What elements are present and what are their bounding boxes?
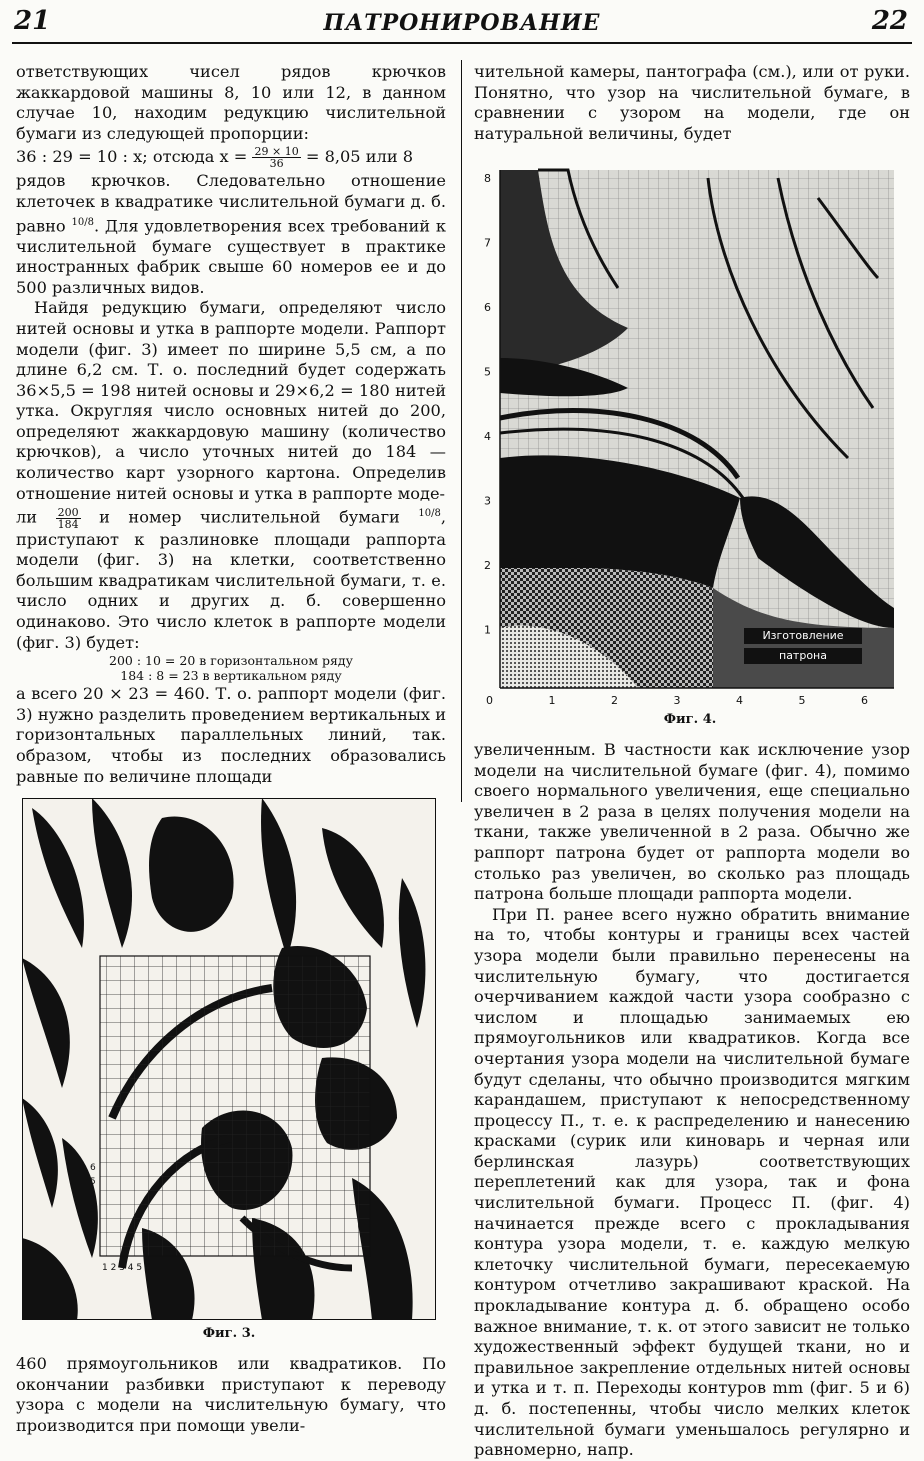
fig4-y-tick: 4 xyxy=(484,430,491,443)
paragraph: а всего 20 × 23 = 460. Т. о. раппорт модели (фиг. 3) нужно разделить проведением вертикальных и горизонтальных параллельных линий, так. образом, чтобы из последних образовались равные по величине площади xyxy=(16,684,446,786)
column-divider xyxy=(461,60,462,802)
page-number-left: 21 xyxy=(14,6,51,36)
page-header xyxy=(0,0,924,42)
paragraph: При П. ранее всего нужно обратить внимание на то, чтобы контуры и границы всех частей узора модели были правильно перенесены на числительную бумагу, что достигается очерчиванием каждой части узора сообразно с числом и площадью занимаемых ею прямоугольников или квадратиков. Когда все очертания узора модели на числительной бумаге будут сделаны, что обычно производится мягким карандашем, приступают к непосредственному процессу П., т. е. к распределению и нанесению красками (сурик или киноварь и черная или берлинская лазурь) соответствующих переплетений как для узора, так и фона числительной бумаги. Процесс П. (фиг. 4) начинается прежде всего с прокладывания контура узора модели, т. е. каждую мелкую клеточку числительной бумаги, пересекаемую контуром отчетливо закрашивают краской. На прокладывание контура д. б. обращено особо важное внимание, т. к. от этого зависит не только художественный эффект будущей ткани, но и правильное закрепление отдельных нитей основы и утка и т. п. Переходы контуров mm (фиг. 5 и 6) д. б. постепенны, чтобы число мелких клеток числительной бумаги уменьшалось регулярно и равномерно, напр. xyxy=(474,904,910,1460)
paragraph: ли $\frac{200}{184}$ и номер числительной бумаги $^{10/8}$, приступают к разлиновке площади раппорта модели (фиг. 3) на клетки, соответственно большим квадратикам числительной бумаги, т. е. число одних и других д. б. совершенно одинаково. Это число клеток в раппорте модели (фиг. 3) будет: xyxy=(16,505,446,652)
fig4-y-tick: 5 xyxy=(484,365,491,379)
left-column-text xyxy=(16,62,446,787)
equation-part: 36 : 29 = 10 : x; отсюда x = xyxy=(16,147,248,167)
fig4-x-tick: 3 xyxy=(673,694,681,707)
fig4-x-tick: 4 xyxy=(736,694,743,707)
right-column-text xyxy=(474,740,910,1461)
fraction: $\frac{200}{184}$ xyxy=(57,505,79,531)
fig3-y-tick: 4 xyxy=(90,1191,96,1201)
fig4-x-tick: 0 xyxy=(486,694,493,707)
equation-fraction: $\frac{29 \times 10}{36}$ xyxy=(254,145,299,171)
paragraph: чительной камеры, пантографа (см.), или от руки. Понятно, что узор на числительной бумаге, в сравнении с узором на модели, где он натуральной величины, будет xyxy=(474,62,910,143)
fraction: 10/8 xyxy=(71,216,94,228)
fig3-x-ticks: 1 2 3 4 5 6 xyxy=(102,1263,151,1273)
fig3-y-tick: 2 xyxy=(90,1219,96,1229)
figure-4-caption: Фиг. 4. xyxy=(663,712,717,727)
fig4-x-tick: 2 xyxy=(611,694,618,707)
equation-part: = 8,05 или 8 xyxy=(305,147,414,167)
fig4-y-tick: 7 xyxy=(484,236,491,250)
fig3-y-tick: 5 xyxy=(90,1177,96,1187)
fig3-y-tick: 6 xyxy=(90,1163,96,1173)
running-title: ПАТРОНИРОВАНИЕ xyxy=(323,10,601,36)
fig3-y-tick: 1 xyxy=(90,1233,96,1243)
paragraph: увеличенным. В частности как исключение узор модели на числительной бумаге (фиг. 4), помимо своего нормального увеличения, еще специально увеличен в 2 раза в целях получения модели на ткани, также увеличенной в 2 раза. Обычно же раппорт патрона будет от раппорта модели во столько раз увеличен, во сколько раз площадь патрона больше площади раппорта модели. xyxy=(474,740,910,904)
fig4-x-tick: 5 xyxy=(798,694,806,707)
paragraph: 460 прямоугольников или квадратиков. По окончании разбивки приступают к переводу узора с модели на числительную бумагу, что производится при помощи увели- xyxy=(16,1354,446,1435)
fig4-x-tick: 1 xyxy=(548,694,556,707)
header-rule xyxy=(12,42,912,44)
fig4-y-tick: 1 xyxy=(484,623,491,637)
paragraph: Найдя редукцию бумаги, определяют число нитей основы и утка в раппорте модели. Раппорт модели (фиг. 3) имеет по ширине 5,5 см, а по длине 6,2 см. Т. о. последний будет содержать 36×5,5 = 198 нитей основы и 29×6,2 = 180 нитей утка. Округляя число основных нитей до 200, определяют жаккардовую машину (количество крючков), а число уточных нитей до 184 — количество карт узорного картона. Определив отношение нитей основы и утка в раппорте моде- xyxy=(16,298,446,503)
figure-3-illustration xyxy=(22,798,436,1320)
equation xyxy=(16,146,446,169)
fraction: 10/8 xyxy=(418,508,441,520)
fig4-label-line2: патрона xyxy=(744,648,862,664)
paragraph: ответствующих чисел рядов крючков жаккардовой машины 8, 10 или 12, в данном случае 10, находим редукцию числительной бумаги из следующей пропорции: xyxy=(16,62,446,143)
formula-vertical: 184 : 8 = 23 в вертикальном ряду xyxy=(120,668,342,684)
left-column-bottom-text xyxy=(16,1354,446,1436)
page-number-right: 22 xyxy=(871,6,908,36)
formula-horizontal: 200 : 10 = 20 в горизонтальном ряду xyxy=(109,653,353,669)
figure-4 xyxy=(478,158,902,710)
fig3-y-tick: 3 xyxy=(90,1205,96,1215)
right-column-top-text xyxy=(474,62,910,144)
figure-3 xyxy=(22,798,436,1320)
fig4-y-tick: 3 xyxy=(484,494,491,508)
paragraph: рядов крючков. Следовательно отношение клеточек в квадратике числительной бумаги д. б. равно $^{10/8}$. Для удовлетворения всех требований к числительной бумаге существует в практике иностранных фабрик свыше 60 номеров ее и до 500 различных видов. xyxy=(16,171,446,297)
fig4-label-line1: Изготовление xyxy=(744,628,862,644)
fig4-y-tick: 2 xyxy=(484,559,491,572)
fig4-y-tick: 6 xyxy=(484,301,491,314)
figure-3-caption: Фиг. 3. xyxy=(202,1326,256,1341)
fig4-y-tick: 8 xyxy=(484,172,491,185)
fig4-x-tick: 6 xyxy=(861,694,868,707)
